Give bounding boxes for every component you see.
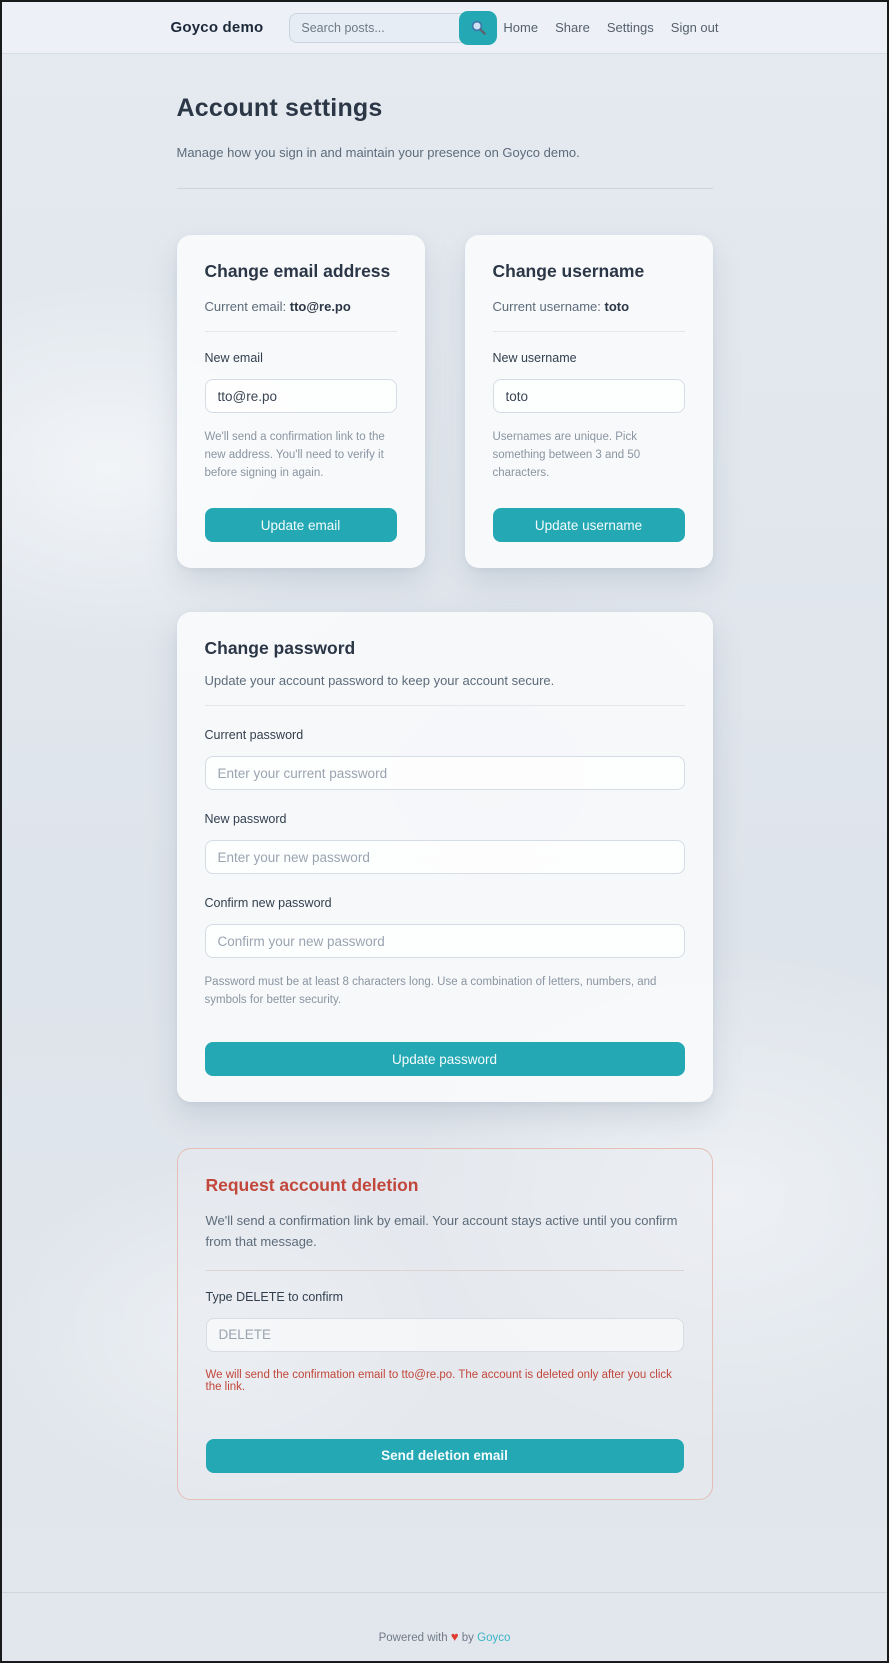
email-card-divider [205, 331, 397, 332]
password-card-divider [205, 705, 685, 706]
change-password-card [177, 612, 713, 1102]
cards-row [177, 235, 713, 568]
current-username-line [493, 299, 685, 314]
deletion-warning-text: We will send the confirmation email to tto@re.po. The account is deleted only after you click the link. [205, 1368, 672, 1393]
current-email-label: Current email: [204, 299, 290, 314]
page-title: Account settings [176, 94, 383, 122]
nav-share[interactable]: Share [555, 20, 590, 35]
heart-icon: ♥ [450, 1628, 459, 1644]
email-help-text: We'll send a confirmation link to the new address. You'll need to verify it before signing in again. [204, 431, 385, 479]
search-bar [289, 11, 494, 45]
confirm-password-label: Confirm new password [204, 896, 332, 911]
current-email-line [205, 299, 397, 314]
new-username-input[interactable] [493, 379, 685, 413]
update-email-button[interactable]: Update email [205, 508, 397, 542]
current-username-value: toto [604, 299, 630, 314]
change-email-card [177, 235, 425, 568]
username-card-divider [493, 331, 685, 332]
new-username-label: New username [492, 351, 577, 365]
current-username-label: Current username: [492, 299, 605, 314]
nav-sign-out[interactable]: Sign out [670, 20, 719, 35]
main-content [177, 54, 713, 1500]
confirm-password-group [205, 896, 685, 958]
change-username-card [465, 235, 713, 568]
brand-logo[interactable]: Goyco demo [170, 19, 264, 36]
delete-confirm-input[interactable] [206, 1318, 684, 1352]
page-footer [2, 1592, 887, 1644]
send-deletion-email-button[interactable]: Send deletion email [206, 1439, 684, 1473]
nav-home[interactable]: Home [503, 20, 539, 35]
footer-goyco-link[interactable]: Goyco [477, 1631, 511, 1644]
new-password-label: New password [204, 812, 287, 827]
new-email-label: New email [204, 351, 263, 365]
current-password-input[interactable] [205, 756, 685, 790]
update-password-button[interactable]: Update password [205, 1042, 685, 1076]
delete-confirm-label: Type DELETE to confirm [205, 1289, 344, 1304]
confirm-password-input[interactable] [205, 924, 685, 958]
username-help-text: Usernames are unique. Pick something between 3 and 50 characters. [492, 431, 641, 479]
current-password-label: Current password [204, 728, 304, 743]
new-email-input[interactable] [205, 379, 397, 413]
request-deletion-card [177, 1148, 713, 1500]
deletion-description: We'll send a confirmation link by email. Your account stays active until you confirm from that message. [205, 1213, 678, 1249]
current-email-value: tto@re.po [289, 299, 351, 314]
new-password-input[interactable] [205, 840, 685, 874]
nav-settings[interactable]: Settings [606, 20, 654, 35]
top-navigation-bar [2, 2, 887, 54]
update-username-button[interactable]: Update username [493, 508, 685, 542]
current-password-group [205, 728, 685, 790]
password-card-subtitle: Update your account password to keep your account secure. [204, 673, 555, 689]
password-help-text: Password must be at least 8 characters long. Use a combination of letters, numbers, and symbols for better security. [204, 976, 657, 1007]
email-card-title: Change email address [204, 261, 391, 281]
password-card-title: Change password [204, 638, 356, 659]
page-subtitle: Manage how you sign in and maintain your presence on Goyco demo. [176, 145, 580, 160]
footer-text-after: by [461, 1631, 474, 1644]
main-nav [503, 20, 718, 35]
footer-text-before: Powered with [378, 1631, 448, 1644]
search-button[interactable] [459, 11, 497, 45]
deletion-card-title: Request account deletion [205, 1175, 419, 1196]
new-password-group [205, 812, 685, 874]
deletion-card-divider [206, 1270, 684, 1271]
header-divider [177, 188, 713, 189]
username-card-title: Change username [492, 261, 645, 281]
search-icon [470, 19, 487, 36]
